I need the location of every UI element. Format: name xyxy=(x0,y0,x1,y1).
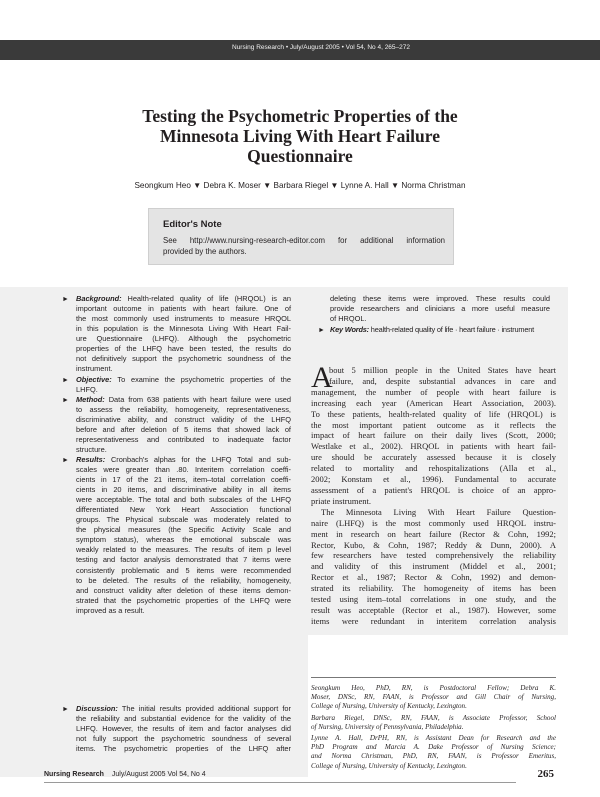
abstract-line: LHFQ. However, the results of item and factor analyses did xyxy=(76,724,291,734)
body-line: result was acceptable (Rector et al., 1987). However, some xyxy=(311,604,556,615)
abstract-line: the most commonly used instruments to measure HRQOL xyxy=(76,314,291,324)
bullet-arrow-icon: ► xyxy=(62,457,69,464)
bullet-arrow-icon: ► xyxy=(62,397,69,404)
abstract-line: groups. The Physical subscale was moderately related to xyxy=(76,515,291,525)
abstract-line: the reliability and substantial evidence for the validity of the xyxy=(76,714,291,724)
journal-name: Nursing Research xyxy=(44,771,104,778)
bullet-arrow-icon: ► xyxy=(62,296,69,303)
keywords xyxy=(330,325,560,335)
abstract-line: items. The psychometric properties of the LHFQ after xyxy=(76,744,291,754)
body-line: and validity of this instrument (Middel et al., 2001; xyxy=(311,561,556,572)
bullet-arrow-icon: ► xyxy=(62,706,69,713)
drop-cap: A xyxy=(311,361,333,394)
abstract-line: important outcome in patients with heart failure. One of xyxy=(76,304,291,314)
abstract-line: improved as a result. xyxy=(76,605,145,615)
editors-note-body xyxy=(163,236,445,257)
abstract-line: testing and factor analysis demonstrated that 7 items were xyxy=(76,555,291,565)
body-line: strated its reliability. The homogeneity of items has been xyxy=(311,583,556,594)
body-line: management, the number of people with heart failure is xyxy=(311,386,556,397)
editors-note-box xyxy=(148,208,454,265)
abstract-line: discriminative ability, and construct validity of the LHFQ xyxy=(76,415,291,425)
note-line: provided by the authors. xyxy=(163,246,247,256)
bullet-arrow-icon: ► xyxy=(318,327,325,334)
affil-line: PhD Program and Marcia A. Dake Professor of Nursing Science; xyxy=(311,743,556,752)
abstract-line: differentiated New York Heart Association functional xyxy=(76,505,291,515)
abstract-line: The initial results provided additional support for xyxy=(121,704,292,713)
abstract-line: cients in 17 of the 21 items, item–total correlation coeffi- xyxy=(76,475,291,485)
objective-label: Objective: xyxy=(76,375,112,384)
abstract-objective xyxy=(76,375,291,395)
title-line: Questionnaire xyxy=(247,146,353,166)
body-line: impact of heart failure on their daily lives (Scott, 2000; xyxy=(311,430,556,441)
abstract-line: not definitively support the psychometric soundness of the xyxy=(76,354,291,364)
affil-line: Barbara Riegel, DNSc, RN, FAAN, is Associate Professor, School xyxy=(311,713,556,722)
affil-line: College of Nursing, University of Kentucky, Lexington. xyxy=(311,761,467,770)
body-line: the most important patient outcome as it reflects the xyxy=(311,419,556,430)
article-title xyxy=(50,106,550,166)
body-text xyxy=(311,361,556,627)
abstract-line: before and after deletion of 5 items that showed lack of xyxy=(76,425,291,435)
note-line: See http://www.nursing-research-editor.com for additional information xyxy=(163,236,445,245)
abstract-discussion xyxy=(76,704,291,754)
abstract-line: instrument. xyxy=(76,364,113,374)
affiliation-paragraph xyxy=(311,684,556,712)
footer-rule xyxy=(44,782,516,783)
abstract-line: ure Questionnaire (LHFQ). Although the psychometric xyxy=(76,334,291,344)
abstract-line: To examine the psychometric properties of the xyxy=(117,375,292,384)
body-line: Rector, Kubo, & Cohn, 1987; Reddy & Dunn, 2000). A xyxy=(311,539,556,550)
abstract-line: to assess the reliability, homogeneity, representativeness, xyxy=(76,405,291,415)
keywords-label: Key Words: xyxy=(330,325,369,334)
running-head-bar xyxy=(0,40,600,60)
abstract-line: structure. xyxy=(76,445,107,455)
title-line: Minnesota Living With Heart Failure xyxy=(159,126,440,146)
body-line: ment in research on heart failure (Rector & Cohn, 1992; xyxy=(311,528,556,539)
body-line: The Minnesota Living With Heart Failure Question- xyxy=(321,506,556,517)
abstract-line: Data from 638 patients with heart failure were used xyxy=(108,395,291,404)
background-label: Background: xyxy=(76,294,122,303)
abstract-line: properties of the LHFQ have been tested, the results do xyxy=(76,344,291,354)
body-line: bout 5 million people in the United States have heart xyxy=(329,365,556,375)
method-label: Method: xyxy=(76,395,105,404)
abstract-line: of HRQOL. xyxy=(330,314,367,324)
abstract-line: deleting these items were improved. These results could xyxy=(330,294,550,303)
abstract-line: and construct validity after deletion of these items demon- xyxy=(76,585,291,595)
abstract-line: symptom status), whereas the emotional subscale was xyxy=(76,535,291,545)
body-line: 2002; Konstam et al., 1996). Fundamental to accurate xyxy=(311,474,556,485)
abstract-line: scales were greater than .80. Interitem correlation coeffi- xyxy=(76,465,291,475)
abstract-line: to be deleted. The results of the reliability, homogeneity, xyxy=(76,575,291,585)
body-line: assessment of a patient's HRQOL is choice of an appro- xyxy=(311,484,556,495)
abstract-discussion-continued xyxy=(330,294,550,324)
body-line: To these patients, health-related quality of life (HRQOL) is xyxy=(311,408,556,419)
page-number: 265 xyxy=(537,768,554,780)
affil-line: Lynne A. Hall, DrPH, RN, is Assistant Dean for Research and the xyxy=(311,734,556,743)
author-affiliations xyxy=(311,684,556,773)
affil-line: and Norma Christman, PhD, RN, FAAN, is Professor Emeritus, xyxy=(311,752,556,761)
body-line: items were redundant in interitem correlation analysis xyxy=(311,615,556,626)
affiliation-divider xyxy=(311,677,556,678)
affil-line: Moser, DNSc, RN, FAAN, is Professor and Gill Chair of Nursing, xyxy=(311,693,556,702)
body-line: naire (LHFQ) is the most commonly used HRQOL instru- xyxy=(311,517,556,528)
abstract-line: Cronbach's alphas for the LHFQ Total and sub- xyxy=(110,455,291,464)
body-line: related to mortality and rehospitalizations (Alla et al., xyxy=(311,463,556,474)
abstract-line: Health-related quality of life (HRQOL) is an xyxy=(127,294,291,303)
affil-line: College of Nursing, University of Kentucky, Lexington. xyxy=(311,702,467,711)
page-footer xyxy=(44,768,554,780)
abstract-line: were acceptable. The total and both subscales of the LHFQ xyxy=(76,495,291,505)
affil-line: Seongkum Heo, PhD, RN, is Postdoctoral Fellow; Debra K. xyxy=(311,684,556,692)
abstract-line: consistently problematic and 5 items were recommended xyxy=(76,565,291,575)
affil-line: of Nursing, University of Pennsylvania, Philadelphia. xyxy=(311,722,464,731)
abstract-results xyxy=(76,455,291,616)
body-line: increasing each year (American Heart Association, 2003). xyxy=(311,397,556,408)
affiliation-paragraph xyxy=(311,714,556,732)
abstract-line: in this population is the Minnesota Living With Heart Fail- xyxy=(76,324,291,334)
abstract-line: strated that the psychometric properties of the LHFQ were xyxy=(76,595,291,605)
abstract-line: weakly related to the measures. The results of item p level xyxy=(76,545,291,555)
abstract-line: provide researchers and clinicians a more useful measure xyxy=(330,304,550,314)
keywords-text: health-related quality of life · heart failure · instrument xyxy=(370,325,534,334)
editors-note-heading: Editor's Note xyxy=(163,219,222,230)
affiliation-paragraph xyxy=(311,734,556,771)
body-line: Rector et al., 1987; Rector & Cohn, 1992) and demon- xyxy=(311,572,556,583)
abstract-line: representativeness and contributed to inadequate factor xyxy=(76,435,291,445)
bullet-arrow-icon: ► xyxy=(62,377,69,384)
abstract-line: the physical measures (the Specific Activity Scale and xyxy=(76,525,291,535)
author-list: Seongkum Heo ▼ Debra K. Moser ▼ Barbara Riegel ▼ Lynne A. Hall ▼ Norma Christman xyxy=(134,181,466,190)
abstract-background xyxy=(76,294,291,374)
title-line: Testing the Psychometric Properties of the xyxy=(142,106,458,126)
body-line: ure should be accurately assessed because it is closely xyxy=(311,452,556,463)
body-line: few researchers have tested comprehensively the reliability xyxy=(311,550,556,561)
issue-info: July/August 2005 Vol 54, No 4 xyxy=(111,771,206,778)
results-label: Results: xyxy=(76,455,106,464)
abstract-line: cients in 20 items, and discriminative ability in all items xyxy=(76,485,291,495)
abstract-method xyxy=(76,395,291,455)
running-head: Nursing Research • July/August 2005 • Vol 54, No 4, 265–272 xyxy=(232,44,410,51)
abstract-line: LHFQ. xyxy=(76,385,98,395)
discussion-label: Discussion: xyxy=(76,704,118,713)
body-line: failure, and, despite substantial advances in care and xyxy=(329,375,556,386)
abstract-line: not fully support the psychometric soundness of several xyxy=(76,734,291,744)
body-line: Westlake et al., 2002). HRQOL in patients with heart fail- xyxy=(311,441,556,452)
body-line: tested using item–total correlations in one study, and the xyxy=(311,594,556,605)
body-line: priate instrument. xyxy=(311,495,371,506)
